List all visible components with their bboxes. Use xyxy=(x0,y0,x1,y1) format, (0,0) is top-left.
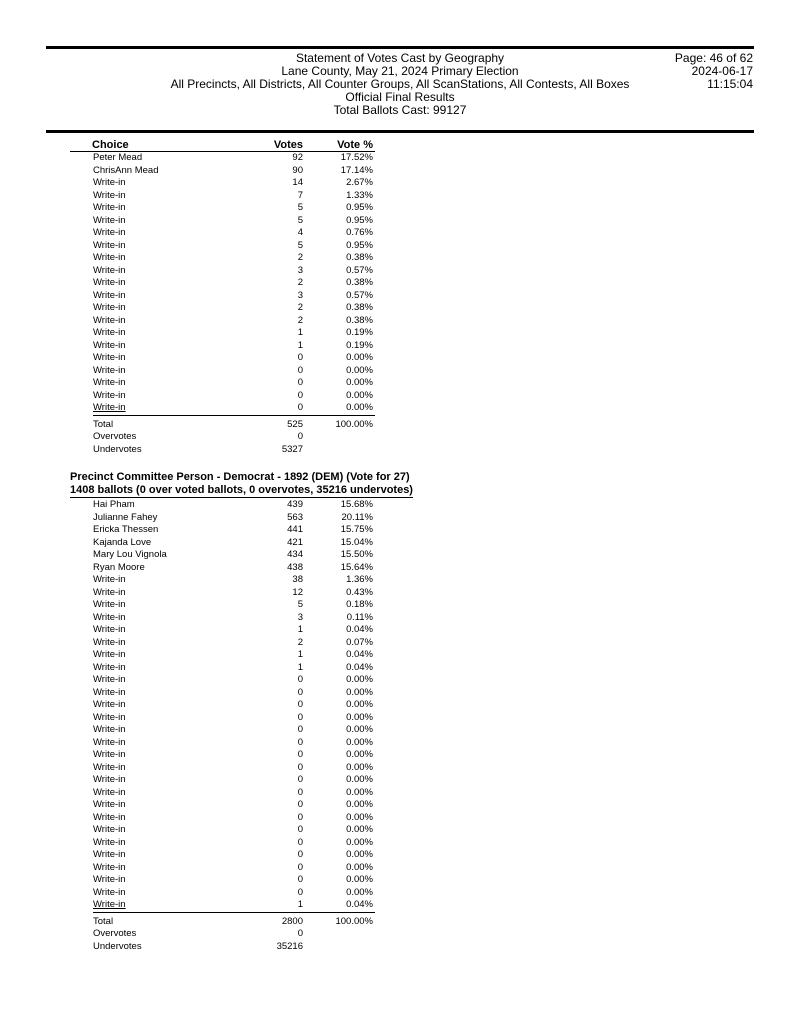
result-row xyxy=(70,365,490,378)
vote-count: 2 xyxy=(297,636,303,648)
candidate-name: Write-in xyxy=(93,899,126,910)
candidate-name: Write-in xyxy=(93,252,126,263)
vote-percent: 0.00% xyxy=(346,849,373,860)
top-rule xyxy=(46,46,754,49)
vote-count: 1 xyxy=(297,339,303,351)
candidate-name: Write-in xyxy=(93,886,126,898)
summary-votes: 0 xyxy=(297,928,303,939)
vote-percent: 0.76% xyxy=(346,227,373,238)
result-row xyxy=(70,774,490,787)
vote-count: 38 xyxy=(292,574,303,585)
candidate-name: Write-in xyxy=(93,699,126,710)
total-rule xyxy=(93,415,375,416)
vote-count: 0 xyxy=(297,389,303,401)
vote-percent: 0.38% xyxy=(346,314,373,326)
vote-percent: 0.19% xyxy=(346,327,373,338)
vote-count: 0 xyxy=(297,836,303,848)
candidate-name: Write-in xyxy=(93,177,126,188)
summary-percent: 100.00% xyxy=(335,915,373,927)
result-row xyxy=(70,190,490,203)
result-row xyxy=(70,352,490,365)
vote-percent: 1.36% xyxy=(346,574,373,585)
report-date: 2024-06-17 xyxy=(691,64,753,78)
result-row xyxy=(70,874,490,887)
report-title: Statement of Votes Cast by Geography xyxy=(295,51,505,65)
result-row xyxy=(70,265,490,278)
candidate-name: Write-in xyxy=(93,202,126,213)
vote-count: 0 xyxy=(297,824,303,835)
vote-percent: 0.18% xyxy=(346,599,373,610)
candidate-name: Write-in xyxy=(93,339,126,351)
vote-count: 7 xyxy=(297,189,303,201)
vote-percent: 0.00% xyxy=(346,749,373,760)
vote-percent: 0.04% xyxy=(346,661,373,673)
candidate-name: Hai Pham xyxy=(93,499,135,510)
summary-row xyxy=(70,444,490,457)
candidate-name: Write-in xyxy=(93,289,126,301)
vote-count: 2 xyxy=(297,252,303,263)
vote-percent: 0.00% xyxy=(346,377,373,388)
vote-count: 0 xyxy=(297,352,303,363)
candidate-name: Write-in xyxy=(93,352,126,363)
vote-percent: 0.00% xyxy=(346,711,373,723)
vote-percent: 0.00% xyxy=(346,699,373,710)
vote-percent: 0.00% xyxy=(346,352,373,363)
candidate-name: Julianne Fahey xyxy=(93,511,158,523)
votes-column-header: Votes xyxy=(273,139,303,151)
vote-count: 3 xyxy=(297,611,303,623)
vote-count: 5 xyxy=(297,599,303,610)
vote-count: 0 xyxy=(297,686,303,698)
result-row xyxy=(70,240,490,253)
candidate-name: Write-in xyxy=(93,836,126,848)
contest-1-results xyxy=(70,152,490,456)
result-row xyxy=(70,599,490,612)
result-row xyxy=(70,537,490,550)
summary-row xyxy=(70,941,490,954)
vote-percent: 0.00% xyxy=(346,736,373,748)
vote-percent: 0.00% xyxy=(346,774,373,785)
result-row xyxy=(70,712,490,725)
candidate-name: Write-in xyxy=(93,749,126,760)
result-row xyxy=(70,787,490,800)
vote-count: 0 xyxy=(297,799,303,810)
result-row xyxy=(70,649,490,662)
result-row xyxy=(70,524,490,537)
contest-2-ballot-summary: 1408 ballots (0 over voted ballots, 0 overvotes, 35216 undervotes) xyxy=(70,484,413,496)
vote-count: 0 xyxy=(297,774,303,785)
candidate-name: Ericka Thessen xyxy=(93,524,159,535)
vote-count: 0 xyxy=(297,402,303,413)
result-row xyxy=(70,252,490,265)
contest-2-results xyxy=(70,499,490,953)
candidate-name: Write-in xyxy=(93,686,126,698)
summary-percent: 100.00% xyxy=(335,418,373,430)
summary-label: Overvotes xyxy=(93,431,137,442)
candidate-name: Write-in xyxy=(93,364,126,376)
result-row xyxy=(70,499,490,512)
candidate-name: Write-in xyxy=(93,389,126,401)
candidate-name: Write-in xyxy=(93,214,126,226)
vote-percent: 0.38% xyxy=(346,277,373,288)
vote-percent: 15.50% xyxy=(340,549,373,560)
summary-votes: 525 xyxy=(287,418,303,430)
candidate-name: Write-in xyxy=(93,799,126,810)
vote-count: 421 xyxy=(287,536,303,548)
vote-percent: 0.00% xyxy=(346,861,373,873)
vote-percent: 0.00% xyxy=(346,364,373,376)
result-row xyxy=(70,215,490,228)
vote-percent: 0.19% xyxy=(346,339,373,351)
result-row xyxy=(70,687,490,700)
vote-percent: 0.57% xyxy=(346,289,373,301)
vote-percent: 0.00% xyxy=(346,674,373,685)
result-row xyxy=(70,799,490,812)
total-ballots-cast: Total Ballots Cast: 99127 xyxy=(333,103,467,117)
report-time: 11:15:04 xyxy=(707,77,753,91)
vote-count: 0 xyxy=(297,886,303,898)
result-row xyxy=(70,899,490,912)
candidate-name: Write-in xyxy=(93,849,126,860)
vote-count: 0 xyxy=(297,674,303,685)
candidate-name: Write-in xyxy=(93,761,126,773)
result-row xyxy=(70,812,490,825)
vote-count: 5 xyxy=(297,239,303,251)
vote-percent: 17.52% xyxy=(340,152,373,163)
total-rule xyxy=(93,912,375,913)
vote-percent: 0.00% xyxy=(346,886,373,898)
result-row xyxy=(70,624,490,637)
result-row xyxy=(70,315,490,328)
vote-count: 0 xyxy=(297,874,303,885)
vote-percent: 0.00% xyxy=(346,786,373,798)
summary-label: Undervotes xyxy=(93,443,142,455)
vote-count: 3 xyxy=(297,289,303,301)
result-row xyxy=(70,562,490,575)
candidate-name: Write-in xyxy=(93,586,126,598)
vote-count: 2 xyxy=(297,314,303,326)
candidate-name: Write-in xyxy=(93,874,126,885)
choice-column-header: Choice xyxy=(92,139,129,151)
result-row xyxy=(70,674,490,687)
vote-percent: 20.11% xyxy=(341,511,373,523)
candidate-name: Write-in xyxy=(93,711,126,723)
vote-count: 1 xyxy=(297,661,303,673)
vote-percent: 0.04% xyxy=(346,899,373,910)
result-row xyxy=(70,290,490,303)
summary-row xyxy=(70,419,490,432)
vote-count: 0 xyxy=(297,761,303,773)
vote-percent: 0.00% xyxy=(346,686,373,698)
vote-pct-column-header: Vote % xyxy=(337,139,373,151)
result-row xyxy=(70,277,490,290)
vote-percent: 0.95% xyxy=(346,214,373,226)
vote-count: 1 xyxy=(297,899,303,910)
candidate-name: Write-in xyxy=(93,661,126,673)
candidate-name: Write-in xyxy=(93,277,126,288)
candidate-name: Ryan Moore xyxy=(93,561,145,573)
summary-votes: 35216 xyxy=(276,940,303,952)
vote-count: 0 xyxy=(297,711,303,723)
vote-count: 0 xyxy=(297,849,303,860)
vote-count: 90 xyxy=(292,164,303,176)
candidate-name: Write-in xyxy=(93,599,126,610)
candidate-name: Write-in xyxy=(93,774,126,785)
election-name: Lane County, May 21, 2024 Primary Election xyxy=(281,64,519,78)
vote-count: 1 xyxy=(297,327,303,338)
result-row xyxy=(70,749,490,762)
candidate-name: Write-in xyxy=(93,649,126,660)
candidate-name: Write-in xyxy=(93,402,126,413)
candidate-name: Write-in xyxy=(93,189,126,201)
vote-count: 0 xyxy=(297,377,303,388)
candidate-name: Write-in xyxy=(93,824,126,835)
vote-percent: 0.43% xyxy=(346,586,373,598)
vote-count: 0 xyxy=(297,786,303,798)
result-row xyxy=(70,824,490,837)
result-row xyxy=(70,762,490,775)
summary-label: Undervotes xyxy=(93,940,142,952)
vote-count: 2 xyxy=(297,277,303,288)
vote-count: 0 xyxy=(297,736,303,748)
candidate-name: Write-in xyxy=(93,636,126,648)
vote-count: 438 xyxy=(287,561,303,573)
vote-count: 12 xyxy=(292,586,303,598)
candidate-name: Write-in xyxy=(93,724,126,735)
page-number: Page: 46 of 62 xyxy=(674,51,753,65)
vote-percent: 17.14% xyxy=(340,164,373,176)
result-row xyxy=(70,737,490,750)
summary-votes: 2800 xyxy=(281,915,303,927)
candidate-name: Mary Lou Vignola xyxy=(93,549,167,560)
vote-count: 1 xyxy=(297,649,303,660)
result-row xyxy=(70,227,490,240)
header-rule xyxy=(46,130,754,133)
summary-row xyxy=(70,431,490,444)
summary-label: Total xyxy=(93,915,114,927)
vote-count: 0 xyxy=(297,861,303,873)
vote-percent: 15.68% xyxy=(340,499,373,510)
summary-votes: 0 xyxy=(297,431,303,442)
result-row xyxy=(70,662,490,675)
vote-percent: 0.00% xyxy=(346,761,373,773)
result-row xyxy=(70,637,490,650)
result-row xyxy=(70,152,490,165)
vote-percent: 0.00% xyxy=(346,724,373,735)
vote-count: 0 xyxy=(297,724,303,735)
vote-percent: 0.00% xyxy=(346,799,373,810)
summary-row xyxy=(70,928,490,941)
result-row xyxy=(70,862,490,875)
vote-count: 0 xyxy=(297,699,303,710)
vote-percent: 0.07% xyxy=(346,636,373,648)
result-row xyxy=(70,699,490,712)
vote-percent: 0.38% xyxy=(346,302,373,313)
vote-count: 0 xyxy=(297,749,303,760)
result-row xyxy=(70,302,490,315)
result-row xyxy=(70,402,490,415)
vote-percent: 0.95% xyxy=(346,202,373,213)
vote-count: 434 xyxy=(287,549,303,560)
candidate-name: Peter Mead xyxy=(93,152,143,163)
summary-label: Overvotes xyxy=(93,928,137,939)
result-row xyxy=(70,837,490,850)
summary-row xyxy=(70,916,490,929)
result-row xyxy=(70,177,490,190)
result-row xyxy=(70,390,490,403)
vote-percent: 15.75% xyxy=(340,524,373,535)
vote-count: 14 xyxy=(292,177,303,188)
result-row xyxy=(70,327,490,340)
result-row xyxy=(70,574,490,587)
candidate-name: Write-in xyxy=(93,786,126,798)
vote-percent: 0.00% xyxy=(346,811,373,823)
candidate-name: Write-in xyxy=(93,327,126,338)
report-header xyxy=(46,52,754,117)
result-row xyxy=(70,512,490,525)
vote-percent: 0.95% xyxy=(346,239,373,251)
vote-count: 92 xyxy=(292,152,303,163)
vote-percent: 0.00% xyxy=(346,836,373,848)
vote-count: 1 xyxy=(297,624,303,635)
summary-votes: 5327 xyxy=(281,443,303,455)
vote-percent: 0.57% xyxy=(346,264,373,276)
vote-percent: 2.67% xyxy=(346,177,373,188)
result-row xyxy=(70,165,490,178)
vote-percent: 0.38% xyxy=(346,252,373,263)
candidate-name: Write-in xyxy=(93,674,126,685)
result-row xyxy=(70,587,490,600)
vote-percent: 15.04% xyxy=(340,536,373,548)
result-row xyxy=(70,377,490,390)
results-status: Official Final Results xyxy=(345,90,455,104)
vote-percent: 0.11% xyxy=(346,611,373,623)
candidate-name: Write-in xyxy=(93,611,126,623)
vote-count: 0 xyxy=(297,364,303,376)
vote-count: 439 xyxy=(287,499,303,510)
result-row xyxy=(70,202,490,215)
vote-percent: 0.04% xyxy=(346,624,373,635)
vote-count: 5 xyxy=(297,202,303,213)
summary-label: Total xyxy=(93,418,114,430)
candidate-name: Write-in xyxy=(93,264,126,276)
contest-2-title: Precinct Committee Person - Democrat - 1892 (DEM) (Vote for 27) xyxy=(70,471,410,483)
result-row xyxy=(70,724,490,737)
candidate-name: Write-in xyxy=(93,624,126,635)
report-meta xyxy=(675,52,753,91)
vote-percent: 0.00% xyxy=(346,389,373,401)
result-row xyxy=(70,612,490,625)
vote-count: 0 xyxy=(297,811,303,823)
candidate-name: Write-in xyxy=(93,861,126,873)
result-row xyxy=(70,549,490,562)
candidate-name: Write-in xyxy=(93,574,126,585)
vote-count: 3 xyxy=(297,264,303,276)
report-scope: All Precincts, All Districts, All Counter Groups, All ScanStations, All Contests, All Boxes xyxy=(170,77,630,91)
vote-percent: 0.00% xyxy=(346,874,373,885)
candidate-name: Kajanda Love xyxy=(93,536,152,548)
candidate-name: Write-in xyxy=(93,227,126,238)
vote-count: 5 xyxy=(297,214,303,226)
vote-count: 441 xyxy=(287,524,303,535)
vote-count: 563 xyxy=(287,511,303,523)
vote-percent: 0.00% xyxy=(346,824,373,835)
result-row xyxy=(70,849,490,862)
result-row xyxy=(70,887,490,900)
candidate-name: Write-in xyxy=(93,377,126,388)
vote-count: 2 xyxy=(297,302,303,313)
vote-percent: 0.00% xyxy=(346,402,373,413)
candidate-name: Write-in xyxy=(93,302,126,313)
vote-count: 4 xyxy=(297,227,303,238)
vote-percent: 1.33% xyxy=(346,189,373,201)
candidate-name: Write-in xyxy=(93,811,126,823)
candidate-name: Write-in xyxy=(93,239,126,251)
candidate-name: ChrisAnn Mead xyxy=(93,164,159,176)
candidate-name: Write-in xyxy=(93,314,126,326)
result-row xyxy=(70,340,490,353)
candidate-name: Write-in xyxy=(93,736,126,748)
vote-percent: 0.04% xyxy=(346,649,373,660)
vote-percent: 15.64% xyxy=(340,561,373,573)
